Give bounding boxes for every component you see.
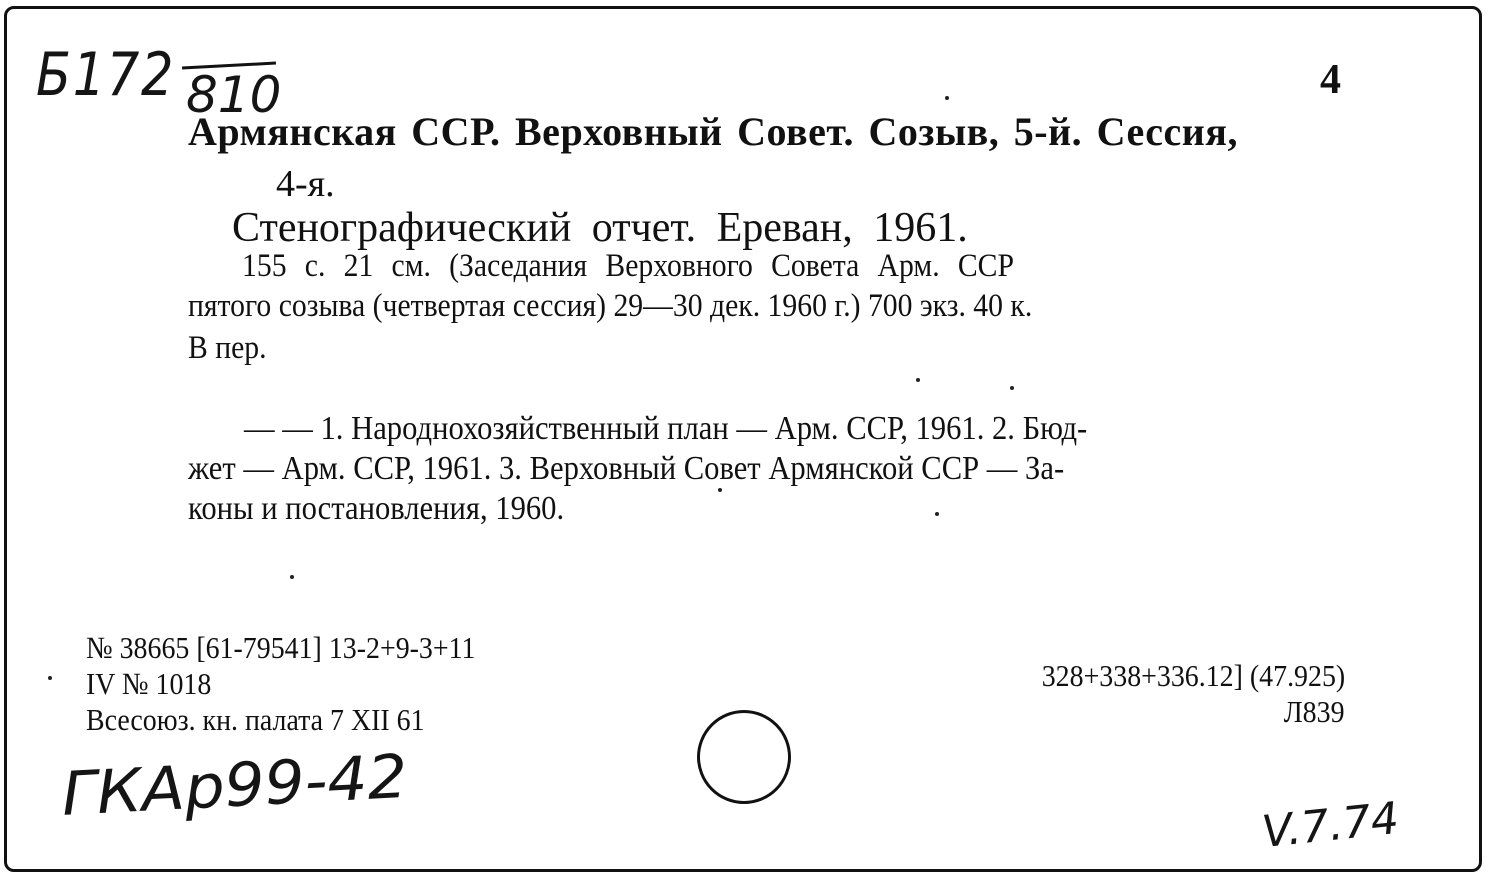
speck: [935, 512, 939, 516]
description-line-3: В пер.: [188, 330, 267, 366]
handwritten-shelf-mark: Б172: [36, 40, 176, 110]
speck: [718, 488, 722, 492]
handwritten-signature: V.7.74: [1259, 792, 1402, 859]
speck: [48, 676, 52, 680]
tech-right-line-1: 328+338+336.12] (47.925): [1041, 658, 1345, 693]
speck: [1010, 386, 1014, 390]
subject-line-3: коны и постановления, 1960.: [188, 490, 565, 527]
handwritten-inventory-number: ГКАр99-42: [60, 741, 410, 830]
subject-line-1: — — 1. Народнохозяйственный план — Арм. ССР, 1961. 2. Бюд-: [244, 410, 1088, 447]
tech-right-line-2: Л839: [1284, 694, 1345, 729]
heading-line-1: Армянская ССР. Верховный Совет. Созыв, 5-й. Сессия,: [188, 109, 1238, 154]
tech-line-3: Всесоюз. кн. палата 7 XII 61: [86, 702, 425, 737]
description-line-2: пятого созыва (четвертая сессия) 29—30 дек. 1960 г.) 700 экз. 40 к.: [188, 288, 1033, 324]
handwritten-shelf-mark-sub: 810: [186, 66, 282, 124]
speck: [945, 96, 949, 100]
description-line-1: 155 с. 21 см. (Заседания Верховного Совета Арм. ССР: [242, 248, 1014, 284]
tech-line-1: № 38665 [61-79541] 13-2+9-3+11: [86, 630, 476, 665]
subject-line-2: жет — Арм. ССР, 1961. 3. Верховный Совет Армянской ССР — За-: [188, 450, 1065, 487]
heading-line-2: 4-я.: [276, 163, 335, 205]
punch-hole-circle: [697, 710, 791, 804]
speck: [916, 378, 920, 382]
card-number: 4: [1320, 57, 1341, 103]
tech-line-2: IV № 1018: [86, 666, 212, 701]
title-line: Стенографический отчет. Ереван, 1961.: [232, 205, 968, 251]
speck: [290, 575, 294, 579]
